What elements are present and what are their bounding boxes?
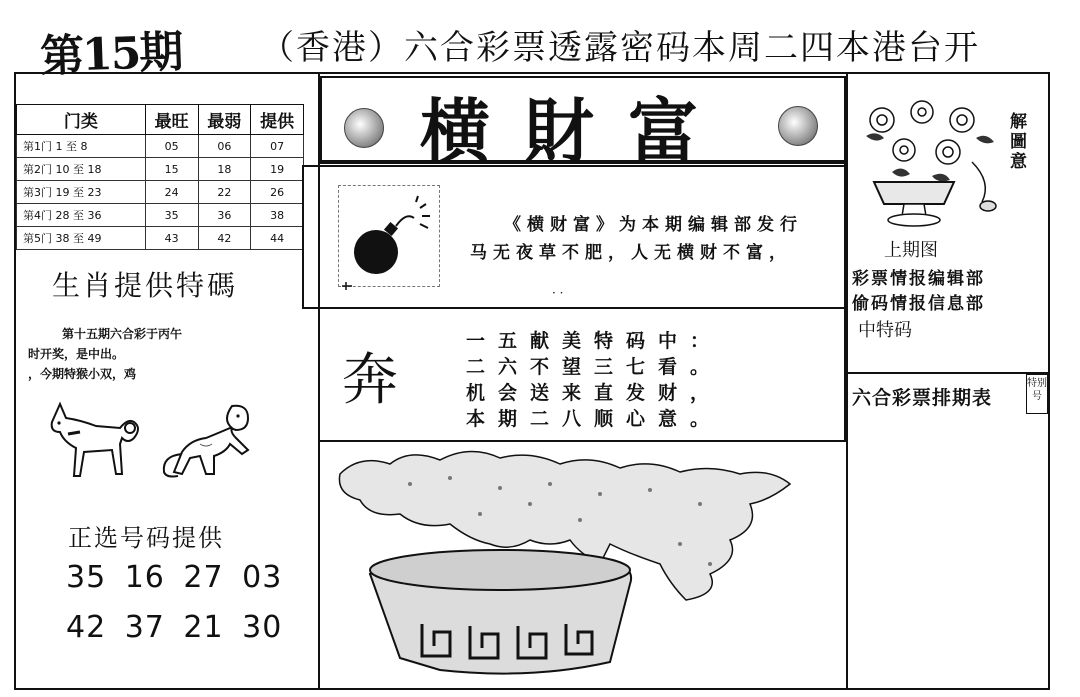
notice-dots: · ·: [552, 286, 564, 300]
table-cell: 42: [198, 227, 251, 250]
picks-row: 35 16 27 03: [66, 560, 283, 595]
money-tree-illustration: [330, 444, 800, 684]
poem-line: 机会送来直发财，: [466, 382, 723, 404]
table-cell: 26: [251, 181, 304, 204]
table-cell: 05: [145, 135, 198, 158]
table-cell: 第5门 38 至 49: [17, 227, 146, 250]
special-code-label: 中特码: [858, 320, 912, 341]
table-cell: 15: [145, 158, 198, 181]
zodiac-description: [28, 324, 288, 384]
divider-schedule: [846, 372, 1050, 374]
column-header: 最旺: [145, 105, 198, 135]
table-row: [17, 204, 304, 227]
column-header: 提供: [251, 105, 304, 135]
coin-icon: [344, 108, 384, 148]
poem-line: 一五献美特码中：: [466, 330, 723, 352]
dept-line: 偷码情报信息部: [852, 294, 985, 314]
divider-right: [846, 72, 848, 690]
table-row: [17, 227, 304, 250]
zodiac-title: 生肖提供特碼: [52, 269, 239, 302]
column-header: 门类: [17, 105, 146, 135]
coin-icon: [778, 106, 818, 146]
picks-row: 42 37 21 30: [66, 610, 283, 645]
bomb-icon: [340, 190, 450, 294]
table-row: [17, 135, 304, 158]
table-cell: 43: [145, 227, 198, 250]
zodiac-line: ，今期特猴小双，鸡: [28, 367, 137, 381]
monkey-illustration: [156, 398, 260, 480]
dept-line: 彩票情报编辑部: [852, 269, 985, 289]
notice-line: [470, 210, 803, 235]
number-group-table: [16, 104, 304, 250]
main-title: 横財富: [420, 90, 732, 173]
table-cell: 35: [145, 204, 198, 227]
ben-character: 奔: [342, 348, 398, 413]
table-cell: 06: [198, 135, 251, 158]
dog-illustration: [44, 398, 148, 480]
zodiac-line: 时开奖，是中出。: [28, 347, 125, 361]
table-cell: 22: [198, 181, 251, 204]
schedule-title: 六合彩票排期表: [852, 387, 993, 409]
last-issue-image-label: 上期图: [884, 240, 938, 261]
table-cell: 19: [251, 158, 304, 181]
notice-text: 《横财富》为本期编辑部发行: [504, 215, 803, 235]
poem-line: 本期二八顺心意。: [466, 408, 723, 430]
jie-tu-yi-label: 解圖意: [1010, 112, 1027, 172]
table-cell: 第3门 19 至 23: [17, 181, 146, 204]
table-cell: 第4门 28 至 36: [17, 204, 146, 227]
table-cell: 07: [251, 135, 304, 158]
table-cell: 18: [198, 158, 251, 181]
table-row: [17, 158, 304, 181]
issue-number: 第15期: [39, 26, 183, 83]
poem-line: 二六不望三七看。: [466, 356, 723, 378]
table-cell: 24: [145, 181, 198, 204]
table-row: [17, 181, 304, 204]
table-cell: 第1门 1 至 8: [17, 135, 146, 158]
table-cell: 36: [198, 204, 251, 227]
page-header-title: （香港）六合彩票透露密码本周二四本港台开: [260, 28, 980, 68]
notice-line: 马无夜草不肥，人无横财不富，: [470, 243, 792, 263]
table-cell: 第2门 10 至 18: [17, 158, 146, 181]
table-cell: 38: [251, 204, 304, 227]
zodiac-line: 第十五期六合彩于丙午: [62, 327, 183, 341]
column-header: 最弱: [198, 105, 251, 135]
picks-title: 正选号码提供: [68, 524, 224, 552]
table-cell: 44: [251, 227, 304, 250]
flower-pot-illustration: [852, 92, 1002, 232]
special-number-label: 特别号: [1026, 374, 1048, 414]
